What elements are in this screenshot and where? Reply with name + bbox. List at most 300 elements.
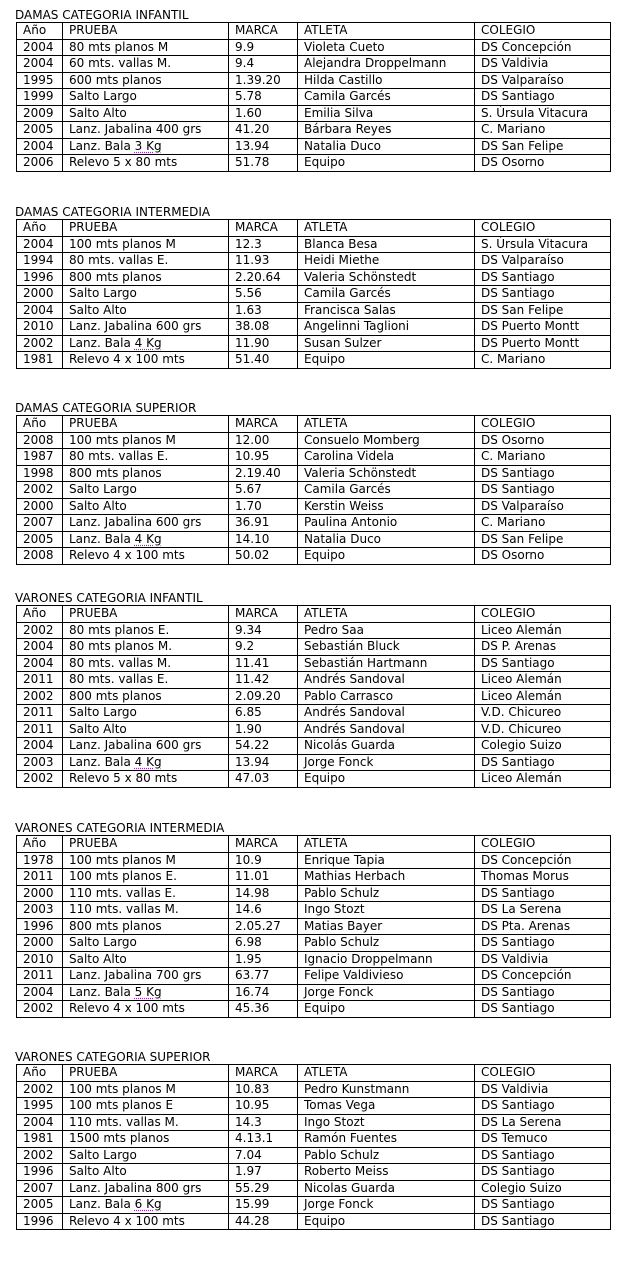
cell-school: DS Concepción [475, 852, 611, 869]
column-header-athlete: ATLETA [298, 606, 475, 623]
cell-event: Salto Alto [63, 302, 229, 319]
records-table [16, 415, 611, 565]
cell-mark: 63.77 [229, 968, 298, 985]
cell-school: DS Osorno [475, 155, 611, 172]
cell-school: DS Santiago [475, 1164, 611, 1181]
table-row [17, 286, 611, 303]
cell-year: 2007 [17, 515, 63, 532]
table-row [17, 1147, 611, 1164]
cell-athlete: Roberto Meiss [298, 1164, 475, 1181]
table-row [17, 639, 611, 656]
cell-mark: 7.04 [229, 1147, 298, 1164]
column-header-mark: MARCA [229, 1065, 298, 1082]
cell-school: DS Valparaíso [475, 498, 611, 515]
cell-event: Salto Alto [63, 721, 229, 738]
cell-year: 2000 [17, 286, 63, 303]
column-header-event: PRUEBA [63, 606, 229, 623]
column-header-year: Año [17, 836, 63, 853]
cell-athlete: Ingo Stozt [298, 1114, 475, 1131]
section-title: VARONES CATEGORIA INFANTIL [15, 591, 203, 605]
cell-year: 2002 [17, 1147, 63, 1164]
cell-event: 80 mts. vallas E. [63, 253, 229, 270]
cell-athlete: Emilia Silva [298, 105, 475, 122]
cell-school: V.D. Chicureo [475, 721, 611, 738]
cell-event: 100 mts planos M [63, 432, 229, 449]
table-row [17, 754, 611, 771]
cell-year: 2003 [17, 754, 63, 771]
cell-athlete: Ingo Stozt [298, 902, 475, 919]
cell-athlete: Jorge Fonck [298, 1197, 475, 1214]
cell-year: 2008 [17, 548, 63, 565]
cell-event: 100 mts planos M [63, 852, 229, 869]
cell-mark: 47.03 [229, 771, 298, 788]
cell-event: 80 mts planos E. [63, 622, 229, 639]
grammar-underline: 4 Kg [134, 531, 162, 546]
cell-year: 2002 [17, 622, 63, 639]
table-row [17, 721, 611, 738]
table-row [17, 236, 611, 253]
section-title: VARONES CATEGORIA INTERMEDIA [15, 821, 225, 835]
cell-athlete: Kerstin Weiss [298, 498, 475, 515]
table-row [17, 705, 611, 722]
cell-school: DS Valparaíso [475, 72, 611, 89]
cell-athlete: Sebastián Bluck [298, 639, 475, 656]
cell-event: Lanz. Jabalina 600 grs [63, 515, 229, 532]
cell-athlete: Jorge Fonck [298, 984, 475, 1001]
cell-school: DS Santiago [475, 935, 611, 952]
header-row [17, 836, 611, 853]
cell-year: 2004 [17, 138, 63, 155]
cell-school: DS P. Arenas [475, 639, 611, 656]
cell-school: Liceo Alemán [475, 771, 611, 788]
cell-mark: 1.97 [229, 1164, 298, 1181]
header-row [17, 220, 611, 237]
cell-mark: 12.3 [229, 236, 298, 253]
cell-athlete: Andrés Sandoval [298, 672, 475, 689]
cell-event: Relevo 5 x 80 mts [63, 155, 229, 172]
cell-mark: 51.40 [229, 352, 298, 369]
column-header-athlete: ATLETA [298, 1065, 475, 1082]
table-row [17, 449, 611, 466]
records-table [16, 605, 611, 788]
cell-event: 600 mts planos [63, 72, 229, 89]
cell-school: V.D. Chicureo [475, 705, 611, 722]
cell-event: 80 mts. vallas M. [63, 655, 229, 672]
table-row [17, 335, 611, 352]
table-row [17, 465, 611, 482]
cell-athlete: Equipo [298, 771, 475, 788]
column-header-athlete: ATLETA [298, 220, 475, 237]
table-row [17, 56, 611, 73]
cell-year: 2011 [17, 869, 63, 886]
table-row [17, 1213, 611, 1230]
cell-event: 800 mts planos [63, 465, 229, 482]
cell-event: 1500 mts planos [63, 1131, 229, 1148]
cell-mark: 11.41 [229, 655, 298, 672]
cell-athlete: Pablo Schulz [298, 1147, 475, 1164]
cell-school: C. Mariano [475, 122, 611, 139]
cell-mark: 54.22 [229, 738, 298, 755]
table-row [17, 951, 611, 968]
cell-mark: 1.70 [229, 498, 298, 515]
cell-mark: 6.98 [229, 935, 298, 952]
cell-mark: 38.08 [229, 319, 298, 336]
cell-event: Lanz. Jabalina 400 grs [63, 122, 229, 139]
cell-mark: 2.05.27 [229, 918, 298, 935]
cell-mark: 41.20 [229, 122, 298, 139]
cell-year: 2004 [17, 39, 63, 56]
cell-event: Lanz. Jabalina 600 grs [63, 319, 229, 336]
column-header-event: PRUEBA [63, 836, 229, 853]
column-header-school: COLEGIO [475, 836, 611, 853]
cell-event: Lanz. Bala 3 Kg [63, 138, 229, 155]
cell-year: 2003 [17, 902, 63, 919]
cell-year: 2004 [17, 639, 63, 656]
cell-school: Liceo Alemán [475, 622, 611, 639]
cell-event: 800 mts planos [63, 918, 229, 935]
cell-mark: 2.20.64 [229, 269, 298, 286]
cell-school: Liceo Alemán [475, 688, 611, 705]
cell-athlete: Andrés Sandoval [298, 721, 475, 738]
column-header-year: Año [17, 23, 63, 40]
cell-mark: 1.63 [229, 302, 298, 319]
cell-year: 2002 [17, 482, 63, 499]
table-row [17, 1197, 611, 1214]
table-row [17, 302, 611, 319]
cell-event: 60 mts. vallas M. [63, 56, 229, 73]
cell-school: DS Santiago [475, 1098, 611, 1115]
cell-event: Lanz. Bala 4 Kg [63, 335, 229, 352]
column-header-school: COLEGIO [475, 416, 611, 433]
cell-event: Salto Alto [63, 951, 229, 968]
cell-year: 2000 [17, 935, 63, 952]
cell-year: 2010 [17, 319, 63, 336]
cell-mark: 10.95 [229, 1098, 298, 1115]
cell-athlete: Carolina Videla [298, 449, 475, 466]
cell-mark: 51.78 [229, 155, 298, 172]
cell-event: Salto Largo [63, 705, 229, 722]
cell-year: 1996 [17, 918, 63, 935]
header-row [17, 606, 611, 623]
cell-athlete: Enrique Tapia [298, 852, 475, 869]
cell-mark: 44.28 [229, 1213, 298, 1230]
table-row [17, 548, 611, 565]
cell-athlete: Pedro Kunstmann [298, 1081, 475, 1098]
cell-athlete: Camila Garcés [298, 482, 475, 499]
cell-year: 2011 [17, 672, 63, 689]
cell-event: Relevo 4 x 100 mts [63, 1213, 229, 1230]
table-row [17, 352, 611, 369]
cell-year: 2011 [17, 705, 63, 722]
cell-event: Lanz. Bala 6 Kg [63, 1197, 229, 1214]
column-header-school: COLEGIO [475, 1065, 611, 1082]
cell-year: 2007 [17, 1180, 63, 1197]
records-table [16, 835, 611, 1018]
header-row [17, 23, 611, 40]
cell-school: DS Santiago [475, 1147, 611, 1164]
cell-mark: 14.6 [229, 902, 298, 919]
cell-mark: 9.4 [229, 56, 298, 73]
cell-event: 100 mts planos E [63, 1098, 229, 1115]
table-row [17, 531, 611, 548]
cell-year: 2002 [17, 335, 63, 352]
cell-event: Salto Alto [63, 1164, 229, 1181]
cell-event: 110 mts. vallas M. [63, 1114, 229, 1131]
cell-year: 2002 [17, 1081, 63, 1098]
cell-school: DS La Serena [475, 902, 611, 919]
cell-school: C. Mariano [475, 449, 611, 466]
cell-athlete: Tomas Vega [298, 1098, 475, 1115]
table-row [17, 122, 611, 139]
cell-athlete: Heidi Miethe [298, 253, 475, 270]
cell-event: Salto Alto [63, 105, 229, 122]
column-header-event: PRUEBA [63, 220, 229, 237]
section-title: DAMAS CATEGORIA INFANTIL [15, 8, 189, 22]
cell-school: Colegio Suizo [475, 738, 611, 755]
table-row [17, 1164, 611, 1181]
table-row [17, 515, 611, 532]
cell-school: DS Santiago [475, 465, 611, 482]
cell-school: DS Valparaíso [475, 253, 611, 270]
table-row [17, 1098, 611, 1115]
cell-mark: 11.01 [229, 869, 298, 886]
cell-event: 110 mts. vallas E. [63, 885, 229, 902]
cell-school: DS San Felipe [475, 531, 611, 548]
cell-athlete: Camila Garcés [298, 286, 475, 303]
column-header-school: COLEGIO [475, 23, 611, 40]
cell-school: DS Puerto Montt [475, 319, 611, 336]
table-row [17, 155, 611, 172]
column-header-year: Año [17, 220, 63, 237]
table-row [17, 253, 611, 270]
cell-year: 2002 [17, 688, 63, 705]
column-header-mark: MARCA [229, 23, 298, 40]
cell-year: 2006 [17, 155, 63, 172]
cell-event: 80 mts planos M. [63, 639, 229, 656]
cell-mark: 14.98 [229, 885, 298, 902]
grammar-underline: 4 Kg [134, 754, 162, 769]
column-header-athlete: ATLETA [298, 23, 475, 40]
cell-year: 1995 [17, 72, 63, 89]
table-row [17, 482, 611, 499]
cell-mark: 13.94 [229, 754, 298, 771]
cell-athlete: Equipo [298, 1213, 475, 1230]
table-row [17, 771, 611, 788]
cell-year: 2002 [17, 1001, 63, 1018]
cell-year: 1981 [17, 1131, 63, 1148]
column-header-school: COLEGIO [475, 220, 611, 237]
table-row [17, 138, 611, 155]
cell-mark: 50.02 [229, 548, 298, 565]
grammar-underline: 6 Kg [134, 1197, 162, 1212]
cell-school: DS San Felipe [475, 138, 611, 155]
cell-mark: 11.90 [229, 335, 298, 352]
records-table [16, 219, 611, 369]
cell-athlete: Equipo [298, 1001, 475, 1018]
table-row [17, 968, 611, 985]
cell-year: 2002 [17, 771, 63, 788]
cell-athlete: Nicolas Guarda [298, 1180, 475, 1197]
cell-mark: 10.83 [229, 1081, 298, 1098]
table-row [17, 1131, 611, 1148]
column-header-mark: MARCA [229, 836, 298, 853]
cell-year: 1996 [17, 1164, 63, 1181]
cell-year: 2004 [17, 738, 63, 755]
cell-event: 110 mts. vallas M. [63, 902, 229, 919]
cell-athlete: Valeria Schönstedt [298, 465, 475, 482]
cell-mark: 5.56 [229, 286, 298, 303]
table-row [17, 432, 611, 449]
cell-year: 2004 [17, 56, 63, 73]
cell-school: DS Temuco [475, 1131, 611, 1148]
table-row [17, 622, 611, 639]
grammar-underline: 3 Kg [134, 138, 162, 153]
column-header-year: Año [17, 416, 63, 433]
table-row [17, 738, 611, 755]
cell-year: 1999 [17, 89, 63, 106]
cell-athlete: Paulina Antonio [298, 515, 475, 532]
cell-year: 1981 [17, 352, 63, 369]
cell-athlete: Pedro Saa [298, 622, 475, 639]
cell-school: DS Santiago [475, 482, 611, 499]
cell-event: Lanz. Jabalina 800 grs [63, 1180, 229, 1197]
cell-mark: 2.09.20 [229, 688, 298, 705]
cell-school: DS Concepción [475, 968, 611, 985]
cell-school: DS Santiago [475, 655, 611, 672]
cell-mark: 1.90 [229, 721, 298, 738]
cell-school: DS Santiago [475, 89, 611, 106]
table-row [17, 89, 611, 106]
cell-athlete: Natalia Duco [298, 138, 475, 155]
cell-year: 2005 [17, 1197, 63, 1214]
column-header-mark: MARCA [229, 416, 298, 433]
table-row [17, 869, 611, 886]
section-title: DAMAS CATEGORIA SUPERIOR [15, 401, 197, 415]
cell-school: Liceo Alemán [475, 672, 611, 689]
cell-mark: 1.95 [229, 951, 298, 968]
cell-athlete: Mathias Herbach [298, 869, 475, 886]
column-header-event: PRUEBA [63, 1065, 229, 1082]
cell-school: DS Osorno [475, 432, 611, 449]
cell-athlete: Pablo Schulz [298, 885, 475, 902]
table-row [17, 655, 611, 672]
column-header-event: PRUEBA [63, 416, 229, 433]
cell-mark: 14.10 [229, 531, 298, 548]
cell-school: DS Concepción [475, 39, 611, 56]
cell-year: 2000 [17, 498, 63, 515]
cell-event: Salto Largo [63, 89, 229, 106]
cell-event: Lanz. Bala 4 Kg [63, 754, 229, 771]
cell-mark: 14.3 [229, 1114, 298, 1131]
column-header-athlete: ATLETA [298, 836, 475, 853]
column-header-year: Año [17, 1065, 63, 1082]
table-row [17, 1081, 611, 1098]
cell-event: Salto Largo [63, 482, 229, 499]
section-title: VARONES CATEGORIA SUPERIOR [15, 1050, 211, 1064]
cell-year: 1996 [17, 1213, 63, 1230]
cell-athlete: Nicolás Guarda [298, 738, 475, 755]
cell-school: DS Valdivia [475, 951, 611, 968]
cell-school: DS Valdivia [475, 1081, 611, 1098]
cell-mark: 6.85 [229, 705, 298, 722]
cell-year: 2011 [17, 968, 63, 985]
table-row [17, 935, 611, 952]
cell-mark: 36.91 [229, 515, 298, 532]
table-row [17, 319, 611, 336]
cell-school: Colegio Suizo [475, 1180, 611, 1197]
cell-athlete: Ramón Fuentes [298, 1131, 475, 1148]
section-title: DAMAS CATEGORIA INTERMEDIA [15, 205, 211, 219]
header-row [17, 1065, 611, 1082]
cell-event: Relevo 4 x 100 mts [63, 548, 229, 565]
cell-event: Lanz. Bala 4 Kg [63, 531, 229, 548]
cell-athlete: Alejandra Droppelmann [298, 56, 475, 73]
cell-athlete: Pablo Schulz [298, 935, 475, 952]
cell-year: 2005 [17, 122, 63, 139]
cell-event: 80 mts planos M [63, 39, 229, 56]
cell-year: 1987 [17, 449, 63, 466]
cell-school: DS La Serena [475, 1114, 611, 1131]
cell-mark: 2.19.40 [229, 465, 298, 482]
table-row [17, 688, 611, 705]
cell-event: Relevo 4 x 100 mts [63, 352, 229, 369]
cell-athlete: Angelinni Taglioni [298, 319, 475, 336]
cell-school: Thomas Morus [475, 869, 611, 886]
cell-mark: 5.67 [229, 482, 298, 499]
cell-event: Salto Largo [63, 286, 229, 303]
cell-mark: 10.9 [229, 852, 298, 869]
cell-year: 2008 [17, 432, 63, 449]
cell-school: DS Puerto Montt [475, 335, 611, 352]
cell-mark: 45.36 [229, 1001, 298, 1018]
table-row [17, 1001, 611, 1018]
cell-event: 80 mts. vallas E. [63, 449, 229, 466]
cell-school: S. Úrsula Vitacura [475, 105, 611, 122]
table-row [17, 269, 611, 286]
cell-mark: 1.60 [229, 105, 298, 122]
cell-year: 1995 [17, 1098, 63, 1115]
grammar-underline: 4 Kg [134, 335, 162, 350]
cell-athlete: Valeria Schönstedt [298, 269, 475, 286]
table-row [17, 885, 611, 902]
cell-athlete: Sebastián Hartmann [298, 655, 475, 672]
cell-event: Lanz. Jabalina 600 grs [63, 738, 229, 755]
cell-event: 800 mts planos [63, 269, 229, 286]
cell-year: 2004 [17, 302, 63, 319]
grammar-underline: 5 Kg [134, 984, 162, 999]
cell-mark: 11.93 [229, 253, 298, 270]
table-row [17, 498, 611, 515]
cell-year: 2005 [17, 531, 63, 548]
cell-school: DS San Felipe [475, 302, 611, 319]
cell-athlete: Hilda Castillo [298, 72, 475, 89]
cell-athlete: Felipe Valdivieso [298, 968, 475, 985]
cell-athlete: Equipo [298, 352, 475, 369]
cell-school: DS Santiago [475, 1197, 611, 1214]
cell-event: Salto Largo [63, 1147, 229, 1164]
cell-school: DS Santiago [475, 754, 611, 771]
cell-event: 100 mts planos M [63, 1081, 229, 1098]
cell-event: Lanz. Bala 5 Kg [63, 984, 229, 1001]
cell-school: DS Santiago [475, 984, 611, 1001]
cell-school: DS Santiago [475, 885, 611, 902]
cell-year: 2010 [17, 951, 63, 968]
cell-mark: 9.34 [229, 622, 298, 639]
cell-event: 80 mts. vallas E. [63, 672, 229, 689]
cell-athlete: Francisca Salas [298, 302, 475, 319]
cell-mark: 55.29 [229, 1180, 298, 1197]
cell-mark: 10.95 [229, 449, 298, 466]
